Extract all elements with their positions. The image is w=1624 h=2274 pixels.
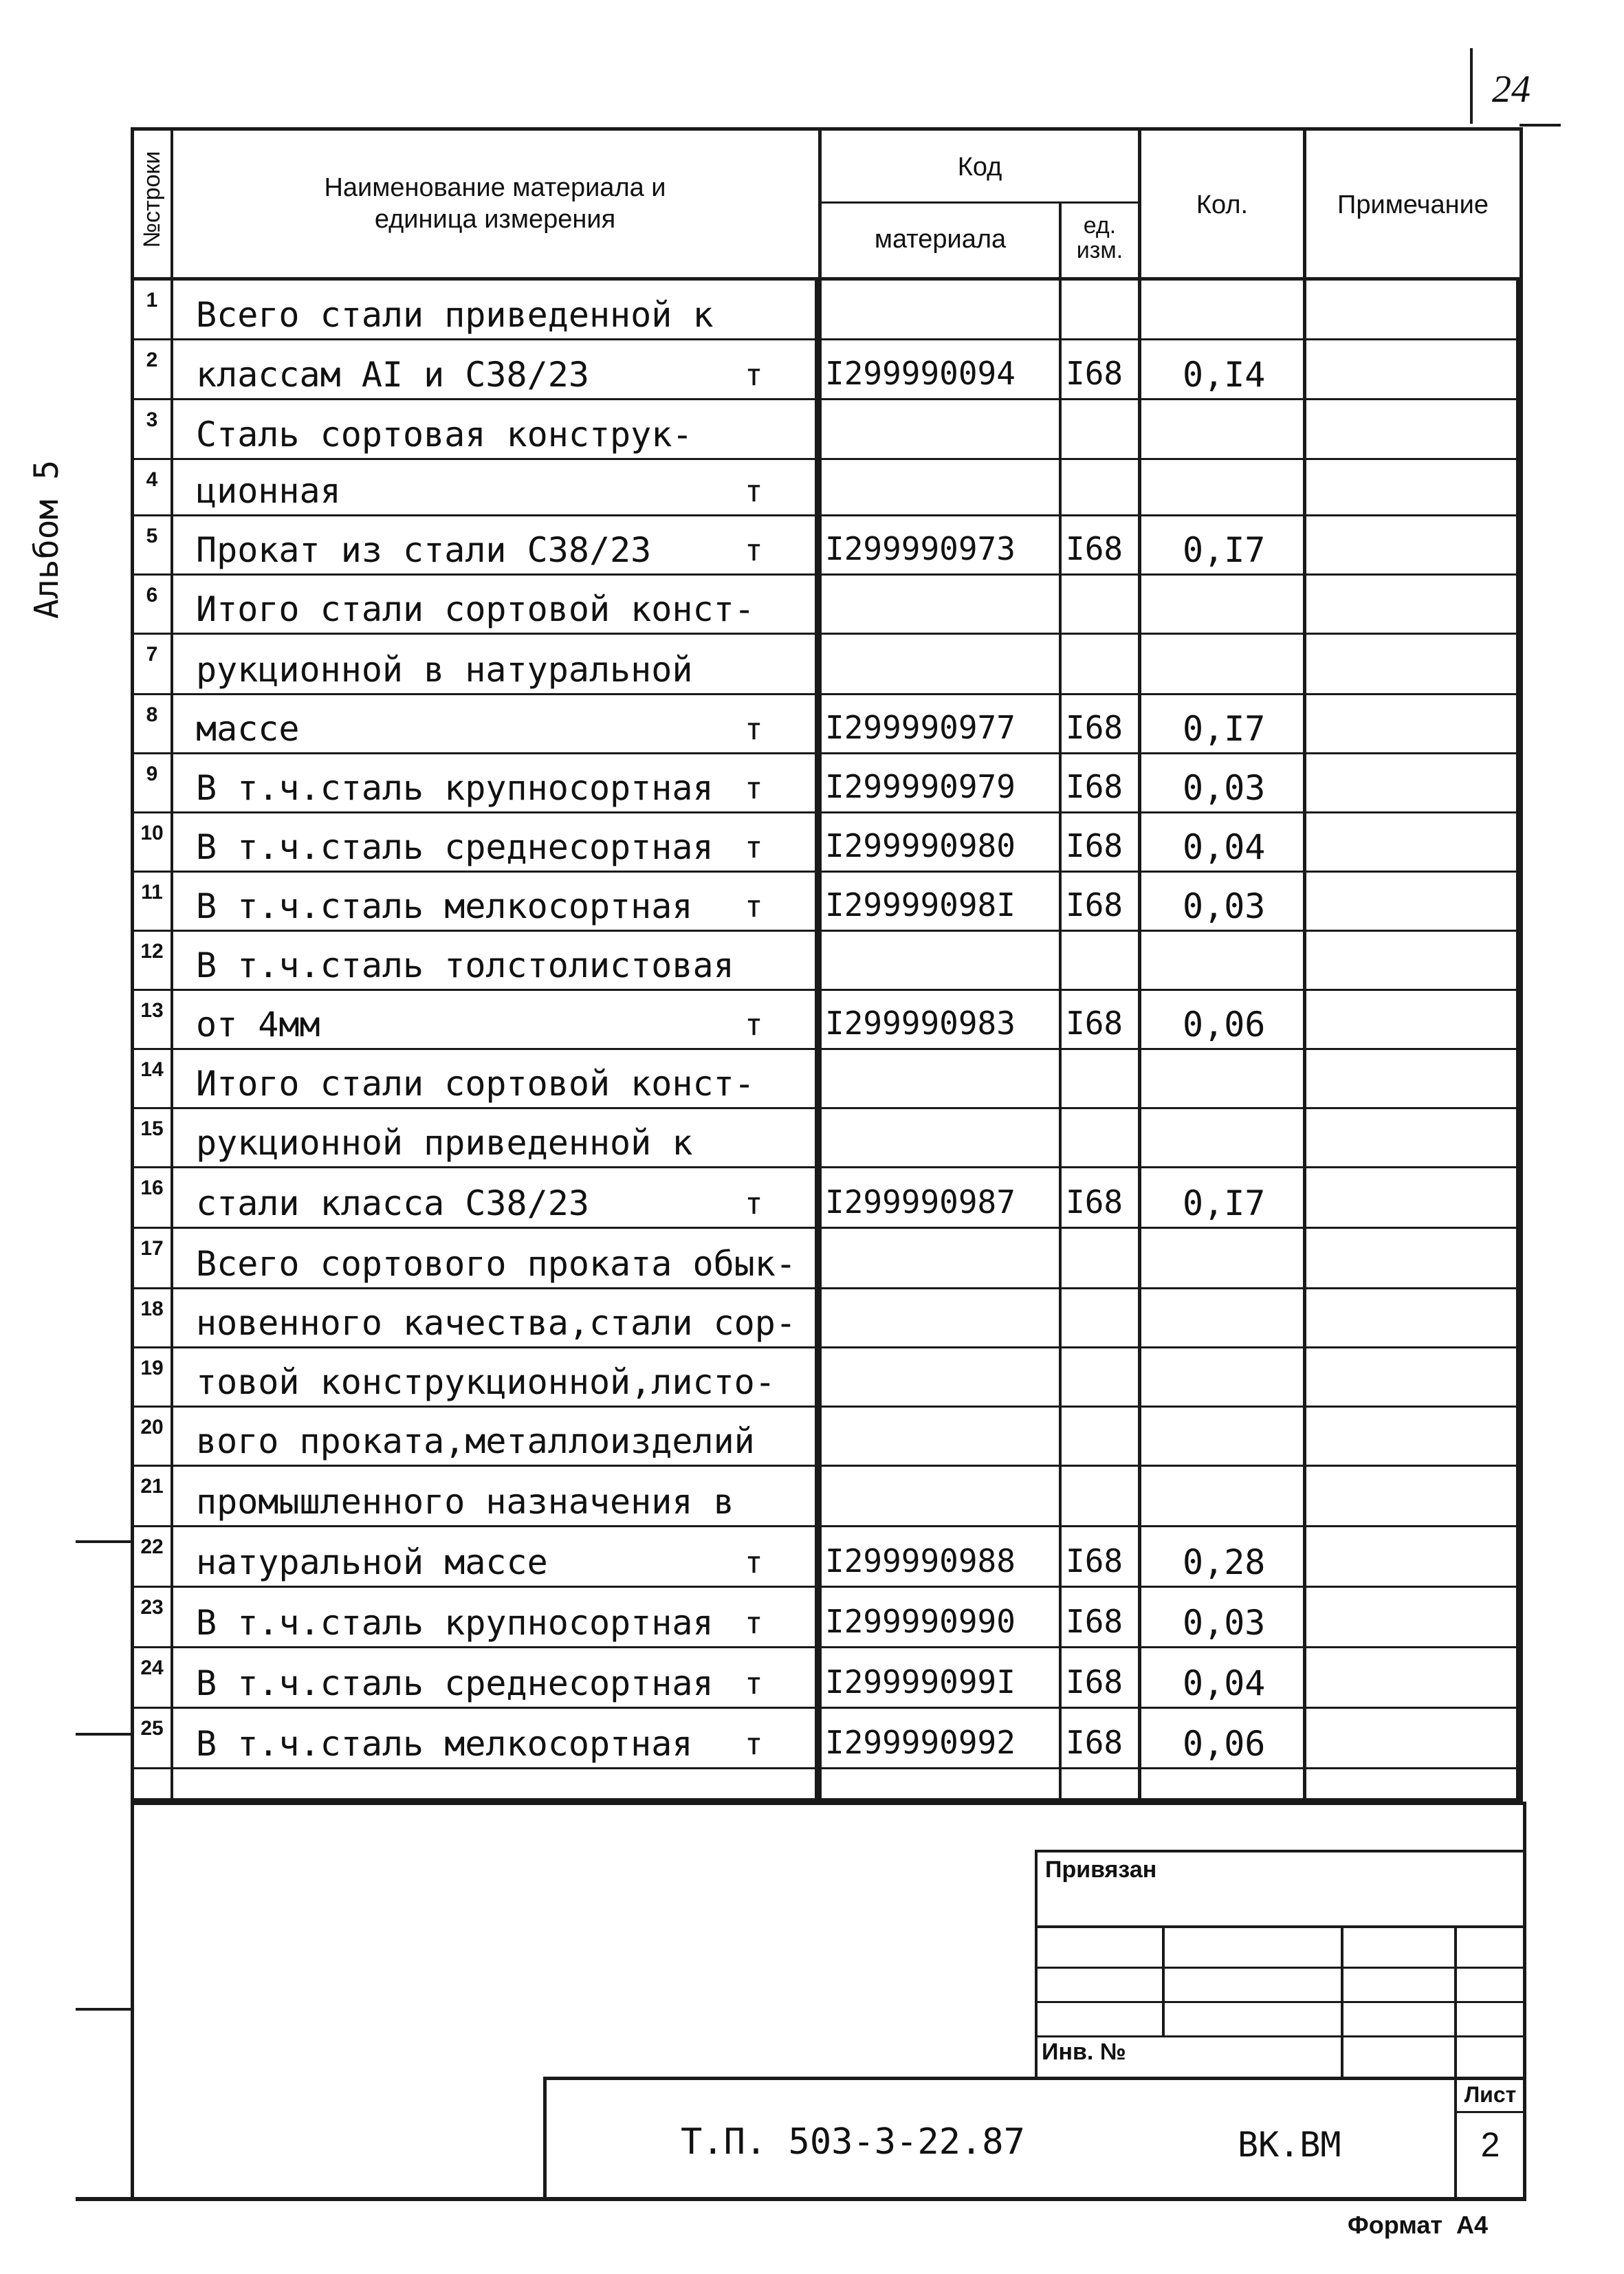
row-number: 19 xyxy=(140,1357,164,1379)
unit-letter: т xyxy=(745,474,763,509)
material-name: Итого стали сортовой конст- xyxy=(196,589,755,629)
materials-table xyxy=(131,127,1523,1802)
table-row xyxy=(131,1289,1523,1348)
unit-code: I68 xyxy=(1066,1603,1123,1640)
stamp-doc-type: ВК.ВМ xyxy=(1238,2125,1341,2165)
table-row xyxy=(131,1050,1523,1109)
row-number: 1 xyxy=(146,289,158,311)
table-row xyxy=(131,1408,1523,1467)
row-number: 23 xyxy=(140,1596,164,1619)
material-name: В т.ч.сталь среднесортная xyxy=(196,827,714,867)
row-number: 11 xyxy=(141,881,163,904)
quantity: 0,I7 xyxy=(1183,530,1266,570)
table-row xyxy=(131,1588,1523,1648)
material-name: В т.ч.сталь мелкосортная xyxy=(196,886,693,926)
table-row xyxy=(131,516,1523,576)
quantity: 0,I7 xyxy=(1183,709,1266,749)
material-name: рукционной приведенной к xyxy=(196,1123,693,1163)
material-name: массе xyxy=(196,709,300,749)
unit-letter: т xyxy=(745,358,763,393)
table-row xyxy=(131,991,1523,1050)
table-row xyxy=(131,1527,1523,1588)
header-material: материала xyxy=(874,225,1007,254)
table-row xyxy=(131,340,1523,400)
format-label: Формат А4 xyxy=(1348,2211,1489,2239)
unit-letter: т xyxy=(745,1727,763,1762)
quantity: 0,03 xyxy=(1183,1603,1266,1643)
header-unit: ед. изм. xyxy=(1076,212,1123,263)
material-code: I29999098I xyxy=(825,886,1016,923)
table-row xyxy=(131,460,1523,516)
material-code: I299990979 xyxy=(825,768,1016,805)
row-number: 3 xyxy=(146,408,158,431)
unit-code: I68 xyxy=(1066,1724,1123,1761)
header-code: Код xyxy=(957,153,1002,182)
row-number: 4 xyxy=(146,468,158,491)
material-name: новенного качества,стали сор- xyxy=(196,1303,796,1343)
unit-letter: т xyxy=(745,771,763,806)
header-name: Наименование материала и единица измерения xyxy=(324,173,666,234)
table-row xyxy=(131,1709,1523,1769)
material-code: I299990988 xyxy=(825,1542,1016,1579)
row-number: 10 xyxy=(140,822,164,844)
header-note: Примечание xyxy=(1337,190,1489,219)
table-row xyxy=(131,932,1523,991)
material-code: I299990973 xyxy=(825,530,1016,567)
row-number: 13 xyxy=(140,999,164,1022)
row-number: 7 xyxy=(146,643,158,666)
stamp-inv-no: Инв. № xyxy=(1042,2039,1126,2065)
material-name: В т.ч.сталь среднесортная xyxy=(196,1663,714,1703)
table-row xyxy=(131,873,1523,932)
table-right-edge xyxy=(1516,278,1523,1802)
margin-tick xyxy=(76,1540,131,1543)
header-row-no: №строки xyxy=(139,151,165,248)
quantity: 0,03 xyxy=(1183,768,1266,808)
bottom-frame-line xyxy=(76,2197,1526,2201)
unit-code: I68 xyxy=(1066,1542,1123,1579)
material-name: вого проката,металлоизделий xyxy=(196,1421,755,1461)
row-number: 22 xyxy=(140,1535,164,1558)
material-name: от 4мм xyxy=(196,1005,320,1045)
stamp-sheet-label: Лист xyxy=(1464,2082,1517,2107)
quantity: 0,06 xyxy=(1183,1724,1266,1764)
material-name: стали класса С38/23 xyxy=(196,1183,589,1223)
row-number: 21 xyxy=(140,1475,164,1498)
quantity: 0,06 xyxy=(1183,1005,1266,1045)
quantity: 0,03 xyxy=(1183,886,1266,926)
quantity: 0,04 xyxy=(1183,1663,1266,1703)
table-row xyxy=(131,813,1523,873)
material-name: Прокат из стали С38/23 xyxy=(196,530,652,570)
table-row xyxy=(131,635,1523,695)
table-row xyxy=(131,754,1523,813)
row-number: 25 xyxy=(140,1717,164,1740)
table-row xyxy=(131,281,1523,340)
code-column-edge xyxy=(815,278,822,1802)
material-code: I29999099I xyxy=(825,1663,1016,1701)
unit-letter: т xyxy=(745,889,763,924)
row-number: 9 xyxy=(146,763,158,785)
material-name: В т.ч.сталь толстолистовая xyxy=(196,945,734,985)
stamp-doc-code: Т.П. 503-3-22.87 xyxy=(681,2121,1025,2163)
material-code: I299990980 xyxy=(825,827,1016,864)
margin-tick xyxy=(76,2008,131,2011)
unit-code: I68 xyxy=(1066,355,1123,392)
unit-letter: т xyxy=(745,830,763,865)
table-row xyxy=(131,1168,1523,1229)
row-number: 8 xyxy=(146,703,158,726)
table-row xyxy=(131,1109,1523,1168)
margin-tick xyxy=(76,1733,131,1736)
unit-code: I68 xyxy=(1066,1663,1123,1701)
material-code: I299990977 xyxy=(825,709,1016,746)
material-name: В т.ч.сталь крупносортная xyxy=(196,768,714,808)
table-row xyxy=(131,1348,1523,1408)
unit-letter: т xyxy=(745,1007,763,1042)
unit-letter: т xyxy=(745,1606,763,1641)
table-row xyxy=(131,695,1523,754)
page-number-underline xyxy=(1519,124,1561,127)
material-name: натуральной массе xyxy=(196,1542,548,1582)
material-code: I299990987 xyxy=(825,1183,1016,1221)
material-name: ционная xyxy=(196,471,341,511)
row-number: 15 xyxy=(140,1117,164,1140)
unit-code: I68 xyxy=(1066,827,1123,864)
unit-letter: т xyxy=(745,712,763,747)
row-number: 17 xyxy=(140,1237,164,1260)
unit-code: I68 xyxy=(1066,886,1123,923)
unit-letter: т xyxy=(745,1545,763,1580)
unit-code: I68 xyxy=(1066,530,1123,567)
material-name: Итого стали сортовой конст- xyxy=(196,1064,755,1104)
table-row xyxy=(131,576,1523,635)
material-name: рукционной в натуральной xyxy=(196,650,693,690)
material-name: Всего сортового проката обык- xyxy=(196,1244,796,1284)
quantity: 0,I7 xyxy=(1183,1183,1266,1223)
stamp-sheet-number: 2 xyxy=(1480,2125,1500,2164)
material-name: товой конструкционной,листо- xyxy=(196,1362,776,1402)
material-name: В т.ч.сталь мелкосортная xyxy=(196,1724,693,1764)
material-name: классам АI и С38/23 xyxy=(196,355,589,395)
table-row xyxy=(131,1467,1523,1527)
page-number: 24 xyxy=(1492,68,1530,111)
table-row xyxy=(131,1229,1523,1289)
unit-letter: т xyxy=(745,1186,763,1221)
quantity: 0,04 xyxy=(1183,827,1266,867)
table-row xyxy=(131,400,1523,460)
table-row xyxy=(131,1648,1523,1709)
header-qty: Кол. xyxy=(1196,190,1249,219)
row-number: 6 xyxy=(146,584,158,606)
material-code: I299990990 xyxy=(825,1603,1016,1640)
unit-code: I68 xyxy=(1066,1183,1123,1221)
page-number-divider xyxy=(1470,48,1473,124)
material-name: В т.ч.сталь крупносортная xyxy=(196,1603,714,1643)
row-number: 5 xyxy=(146,525,158,547)
unit-code: I68 xyxy=(1066,768,1123,805)
quantity: 0,I4 xyxy=(1183,355,1266,395)
row-number: 20 xyxy=(140,1416,164,1439)
material-name: промышленного назначения в xyxy=(196,1482,734,1522)
material-code: I299990992 xyxy=(825,1724,1016,1761)
row-number: 24 xyxy=(140,1657,164,1679)
unit-letter: т xyxy=(745,533,763,568)
album-label: Альбом 5 xyxy=(28,459,66,619)
material-code: I299990983 xyxy=(825,1005,1016,1042)
row-number: 14 xyxy=(140,1058,164,1081)
row-number: 12 xyxy=(140,940,164,963)
row-number: 2 xyxy=(146,349,158,371)
material-name: Сталь сортовая конструк- xyxy=(196,415,693,455)
material-code: I299990094 xyxy=(825,355,1016,392)
stamp-privyazan: Привязан xyxy=(1045,1857,1157,1883)
material-name: Всего стали приведенной к xyxy=(196,295,714,335)
row-number: 18 xyxy=(140,1298,164,1320)
row-number: 16 xyxy=(140,1177,164,1199)
unit-letter: т xyxy=(745,1666,763,1701)
unit-code: I68 xyxy=(1066,709,1123,746)
unit-code: I68 xyxy=(1066,1005,1123,1042)
quantity: 0,28 xyxy=(1183,1542,1266,1582)
